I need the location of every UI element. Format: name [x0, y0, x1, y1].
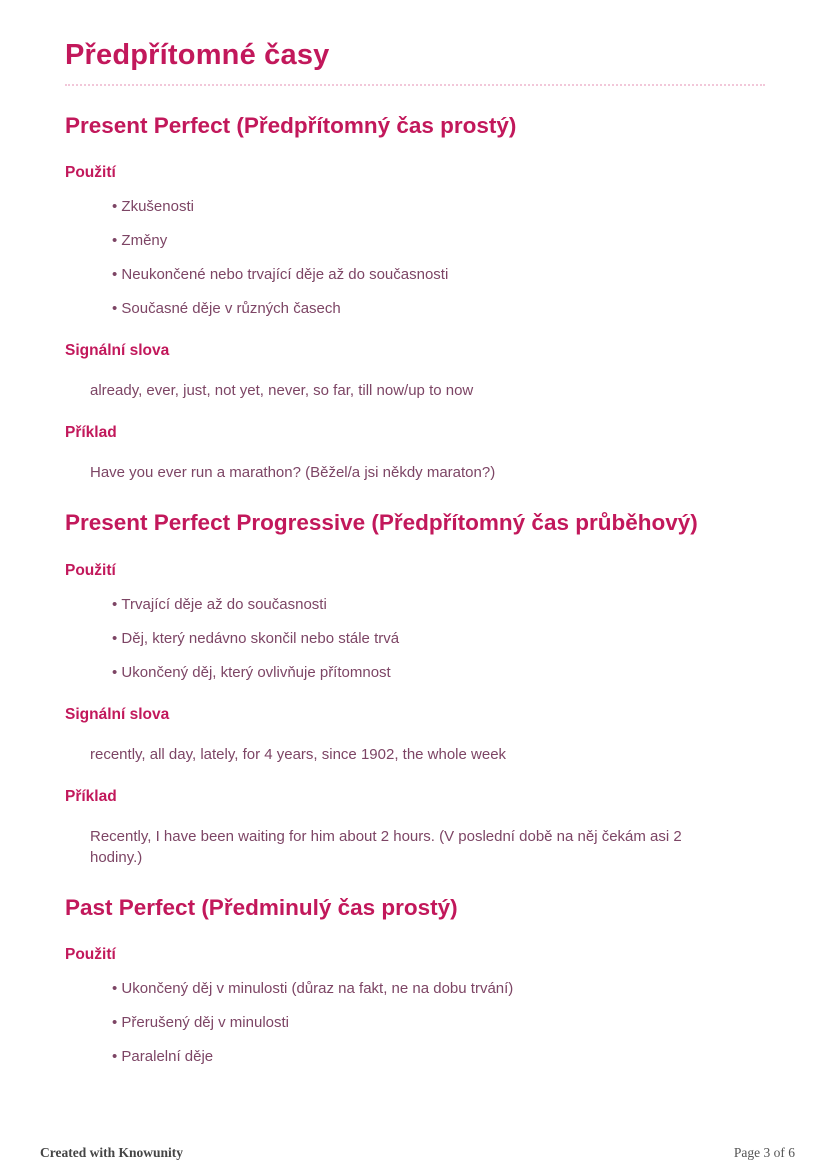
- example-label: Příklad: [65, 424, 117, 442]
- footer-page-number: Page 3 of 6: [733, 1145, 795, 1160]
- usage-label: Použití: [65, 946, 116, 964]
- list-item: • Ukončený děj v minulosti (důraz na fakt, ne na dobu trvání): [112, 978, 765, 999]
- list-item: • Změny: [112, 230, 765, 251]
- list-item: • Ukončený děj, který ovlivňuje přítomnost: [112, 662, 765, 683]
- usage-label: Použití: [65, 561, 116, 579]
- section-heading: Present Perfect Progressive (Předpřítomný čas průběhový): [65, 510, 698, 536]
- signal-words-text: already, ever, just, not yet, never, so far, till now/up to now: [90, 382, 474, 400]
- section-present-perfect-progressive: [65, 507, 765, 868]
- signal-words-label: Signální slova: [65, 705, 170, 723]
- signal-words-text: recently, all day, lately, for 4 years, since 1902, the whole week: [90, 745, 507, 763]
- list-item: • Děj, který nedávno skončil nebo stále trvá: [112, 628, 765, 649]
- list-item: • Neukončené nebo trvající děje až do současnosti: [112, 264, 765, 285]
- example-text: Have you ever run a marathon? (Běžel/a jsi někdy maraton?): [90, 464, 496, 482]
- usage-list: [65, 978, 765, 1067]
- section-heading: Past Perfect (Předminulý čas prostý): [65, 894, 458, 920]
- section-heading: Present Perfect (Předpřítomný čas prostý): [65, 112, 517, 138]
- list-item: • Současné děje v různých časech: [112, 298, 765, 319]
- list-item: • Trvající děje až do současnosti: [112, 594, 765, 615]
- list-item: • Paralelní děje: [112, 1046, 765, 1067]
- usage-label: Použití: [65, 164, 116, 182]
- section-past-perfect: [65, 892, 765, 1068]
- footer-brand-text: Created with Knowunity: [40, 1145, 184, 1160]
- page-footer: [40, 1145, 795, 1161]
- example-text: Recently, I have been waiting for him about 2 hours. (V poslední době na něj čekám asi 2 hodiny.): [90, 827, 682, 866]
- page-title: Předpřítomné časy: [65, 0, 765, 86]
- section-present-perfect: [65, 110, 765, 484]
- signal-words-label: Signální slova: [65, 342, 170, 360]
- list-item: • Přerušený děj v minulosti: [112, 1012, 765, 1033]
- list-item: • Zkušenosti: [112, 196, 765, 217]
- usage-list: [65, 196, 765, 319]
- example-label: Příklad: [65, 787, 117, 805]
- usage-list: [65, 594, 765, 683]
